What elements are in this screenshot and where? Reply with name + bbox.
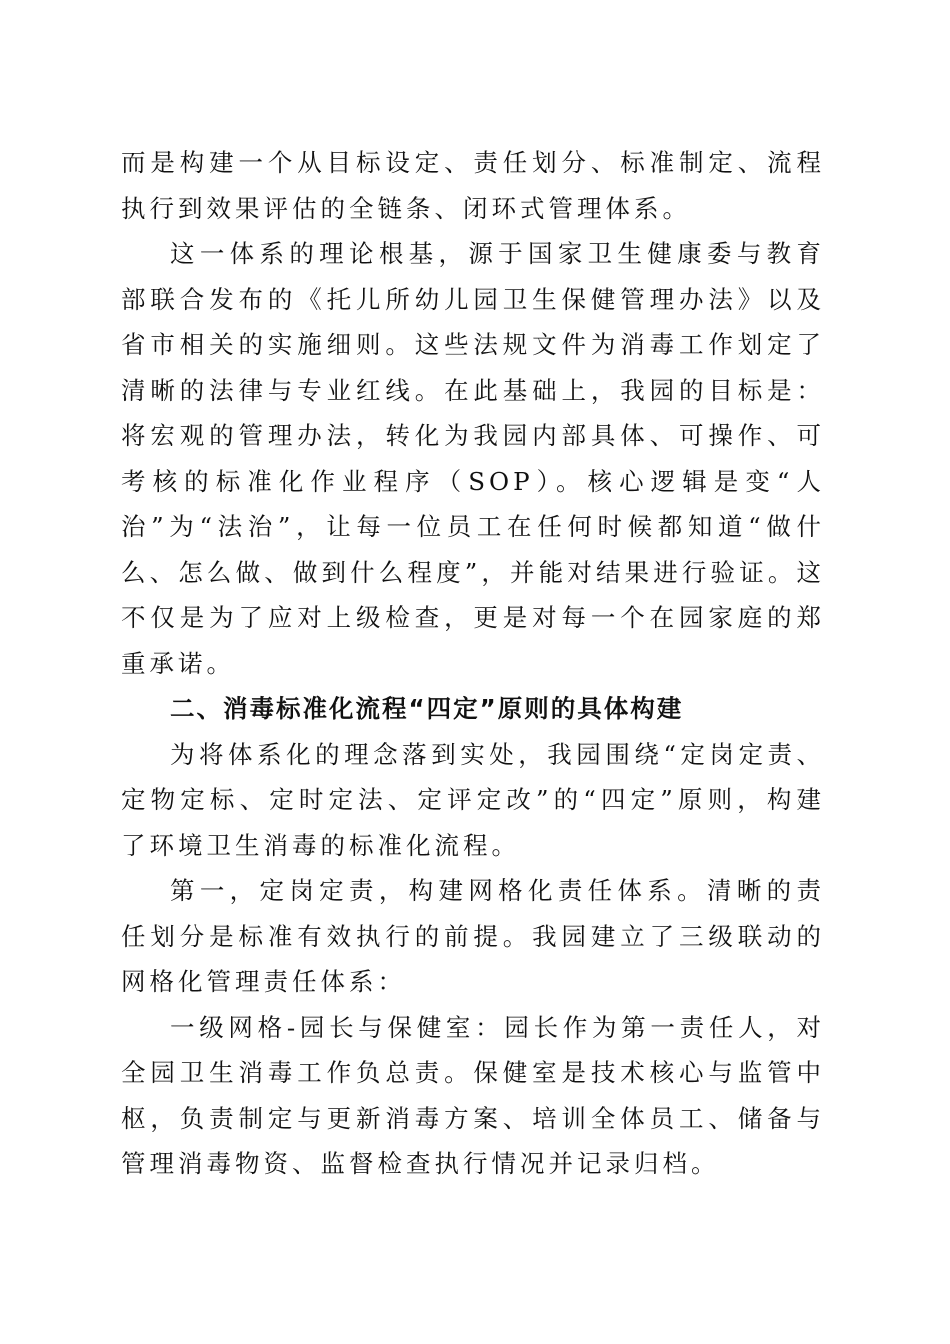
section-heading: 二、消毒标准化流程“四定”原则的具体构建: [170, 694, 684, 723]
paragraph-theoretical-basis: 这一体系的理论根基，源于国家卫生健康委与教育部联合发布的《托儿所幼儿园卫生保健管理办法》以及省市相关的实施细则。这些法规文件为消毒工作划定了清晰的法律与专业红线。在此基础上，我园的目标是：将宏观的管理办法，转化为我园内部具体、可操作、可考核的标准化作业程序（SOP）。核心逻辑是变“人治”为“法治”，让每一位员工在任何时候都知道“做什么、怎么做、做到什么程度”，并能对结果进行验证。这不仅是为了应对上级检查，更是对每一个在园家庭的郑重承诺。: [121, 239, 825, 678]
paragraph-first-principle: 第一，定岗定责，构建网格化责任体系。清晰的责任划分是标准有效执行的前提。我园建立了三级联动的网格化管理责任体系：: [121, 876, 825, 996]
paragraph-continuation: 而是构建一个从目标设定、责任划分、标准制定、流程执行到效果评估的全链条、闭环式管理体系。: [121, 148, 825, 223]
paragraph-four-principles: 为将体系化的理念落到实处，我园围绕“定岗定责、定物定标、定时定法、定评定改”的“四定”原则，构建了环境卫生消毒的标准化流程。: [121, 739, 825, 860]
paragraph-first-level-grid: 一级网格-园长与保健室：园长作为第一责任人，对全园卫生消毒工作负总责。保健室是技术核心与监管中枢，负责制定与更新消毒方案、培训全体员工、储备与管理消毒物资、监督检查执行情况并记录归档。: [121, 1012, 825, 1178]
document-body: [121, 140, 825, 1187]
